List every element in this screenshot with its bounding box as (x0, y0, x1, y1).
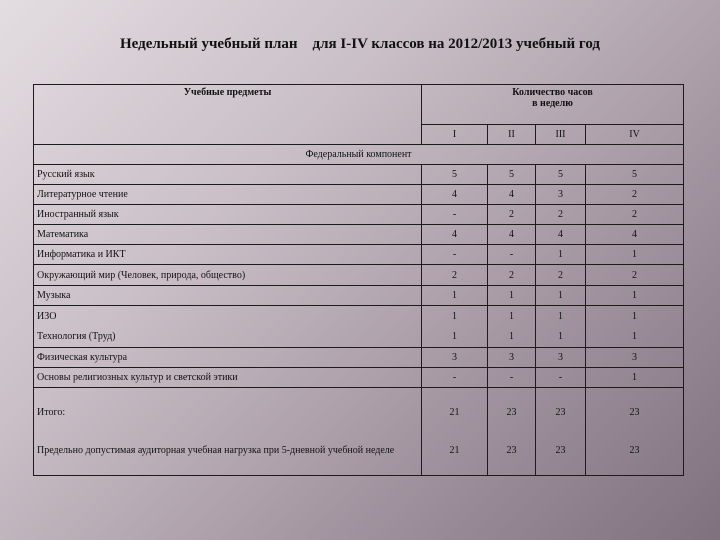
value-cell: 1 (422, 286, 488, 306)
subject-art: ИЗО (37, 310, 57, 322)
value-art: 1 (558, 310, 563, 322)
value-cell: 4 (422, 225, 488, 245)
subject-cell: Основы религиозных культур и светской этики (34, 368, 422, 388)
subject-cell: Физическая культура (34, 348, 422, 368)
value-cell: 2 (586, 185, 684, 205)
value-technology: 1 (632, 330, 638, 342)
value-cell: 3 (586, 348, 684, 368)
subject-cell (34, 306, 422, 348)
value-cell: 4 (422, 185, 488, 205)
value-cell: - (422, 205, 488, 225)
value-cell: 1 (586, 245, 684, 265)
grade-header: III (536, 125, 586, 145)
value-cell: 2 (488, 265, 536, 286)
max-load-value: 23 (506, 445, 517, 456)
value-cell: 5 (586, 165, 684, 185)
totals-label-cell (34, 388, 422, 476)
header-subjects: Учебные предметы (34, 85, 422, 145)
value-art: 1 (509, 310, 514, 322)
table-row (34, 225, 684, 245)
value-technology: 1 (558, 330, 563, 342)
value-cell: 1 (586, 368, 684, 388)
value-technology: 1 (452, 330, 457, 342)
value-art: 1 (632, 310, 638, 322)
totals-label: Итого: (37, 407, 66, 418)
value-cell: - (422, 245, 488, 265)
value-cell: 5 (488, 165, 536, 185)
table-row (34, 205, 684, 225)
grade-header: IV (586, 125, 684, 145)
value-cell: 1 (536, 286, 586, 306)
value-cell (488, 306, 536, 348)
value-art: 1 (452, 310, 457, 322)
table-row (34, 306, 684, 348)
table-row (34, 348, 684, 368)
table-row (34, 265, 684, 286)
value-cell: 5 (536, 165, 586, 185)
total-value: 23 (555, 407, 566, 418)
table-row (34, 286, 684, 306)
value-cell (536, 306, 586, 348)
subject-cell: Математика (34, 225, 422, 245)
table-row (34, 245, 684, 265)
value-cell: 1 (536, 245, 586, 265)
table-row (34, 185, 684, 205)
total-value: 23 (506, 407, 517, 418)
value-cell: 3 (536, 185, 586, 205)
value-cell: - (488, 245, 536, 265)
table-row (34, 165, 684, 185)
value-cell: 5 (422, 165, 488, 185)
value-cell: - (422, 368, 488, 388)
subject-cell: Русский язык (34, 165, 422, 185)
value-cell: 2 (488, 205, 536, 225)
value-cell (422, 306, 488, 348)
subject-cell: Иностранный язык (34, 205, 422, 225)
subject-cell: Литературное чтение (34, 185, 422, 205)
value-cell: 2 (586, 205, 684, 225)
header-hours-line2: в неделю (532, 98, 573, 109)
total-value: 21 (449, 407, 460, 418)
value-cell (422, 388, 488, 476)
table-row (34, 368, 684, 388)
max-load-value: 21 (449, 445, 460, 456)
max-load-value: 23 (555, 445, 566, 456)
total-value: 23 (629, 407, 640, 418)
subject-technology: Технология (Труд) (37, 330, 116, 342)
subject-cell: Окружающий мир (Человек, природа, общество) (34, 265, 422, 286)
table-row-totals (34, 388, 684, 476)
value-cell: 2 (422, 265, 488, 286)
subject-cell: Информатика и ИКТ (34, 245, 422, 265)
value-cell: - (488, 368, 536, 388)
header-hours-line1: Количество часов (512, 87, 593, 98)
header-hours (422, 85, 684, 125)
value-cell (586, 388, 684, 476)
value-cell: 3 (488, 348, 536, 368)
value-cell: - (536, 368, 586, 388)
grade-header: I (422, 125, 488, 145)
page-title: Недельный учебный план для I-IV классов на 2012/2013 учебный год (120, 36, 600, 52)
value-cell: 4 (536, 225, 586, 245)
value-cell: 2 (536, 265, 586, 286)
value-cell: 4 (488, 225, 536, 245)
grade-header: II (488, 125, 536, 145)
value-cell: 2 (536, 205, 586, 225)
value-cell (488, 388, 536, 476)
value-cell (586, 306, 684, 348)
value-cell: 2 (586, 265, 684, 286)
max-load-value: 23 (629, 445, 640, 456)
value-cell: 3 (422, 348, 488, 368)
curriculum-table (33, 84, 684, 476)
value-cell: 3 (536, 348, 586, 368)
value-cell (536, 388, 586, 476)
subject-cell: Музыка (34, 286, 422, 306)
max-load-label: Предельно допустимая аудиторная учебная нагрузка при 5-дневной учебной неделе (37, 445, 395, 456)
value-technology: 1 (509, 330, 514, 342)
value-cell: 1 (586, 286, 684, 306)
value-cell: 4 (586, 225, 684, 245)
federal-component-label: Федеральный компонент (34, 145, 684, 165)
value-cell: 4 (488, 185, 536, 205)
value-cell: 1 (488, 286, 536, 306)
